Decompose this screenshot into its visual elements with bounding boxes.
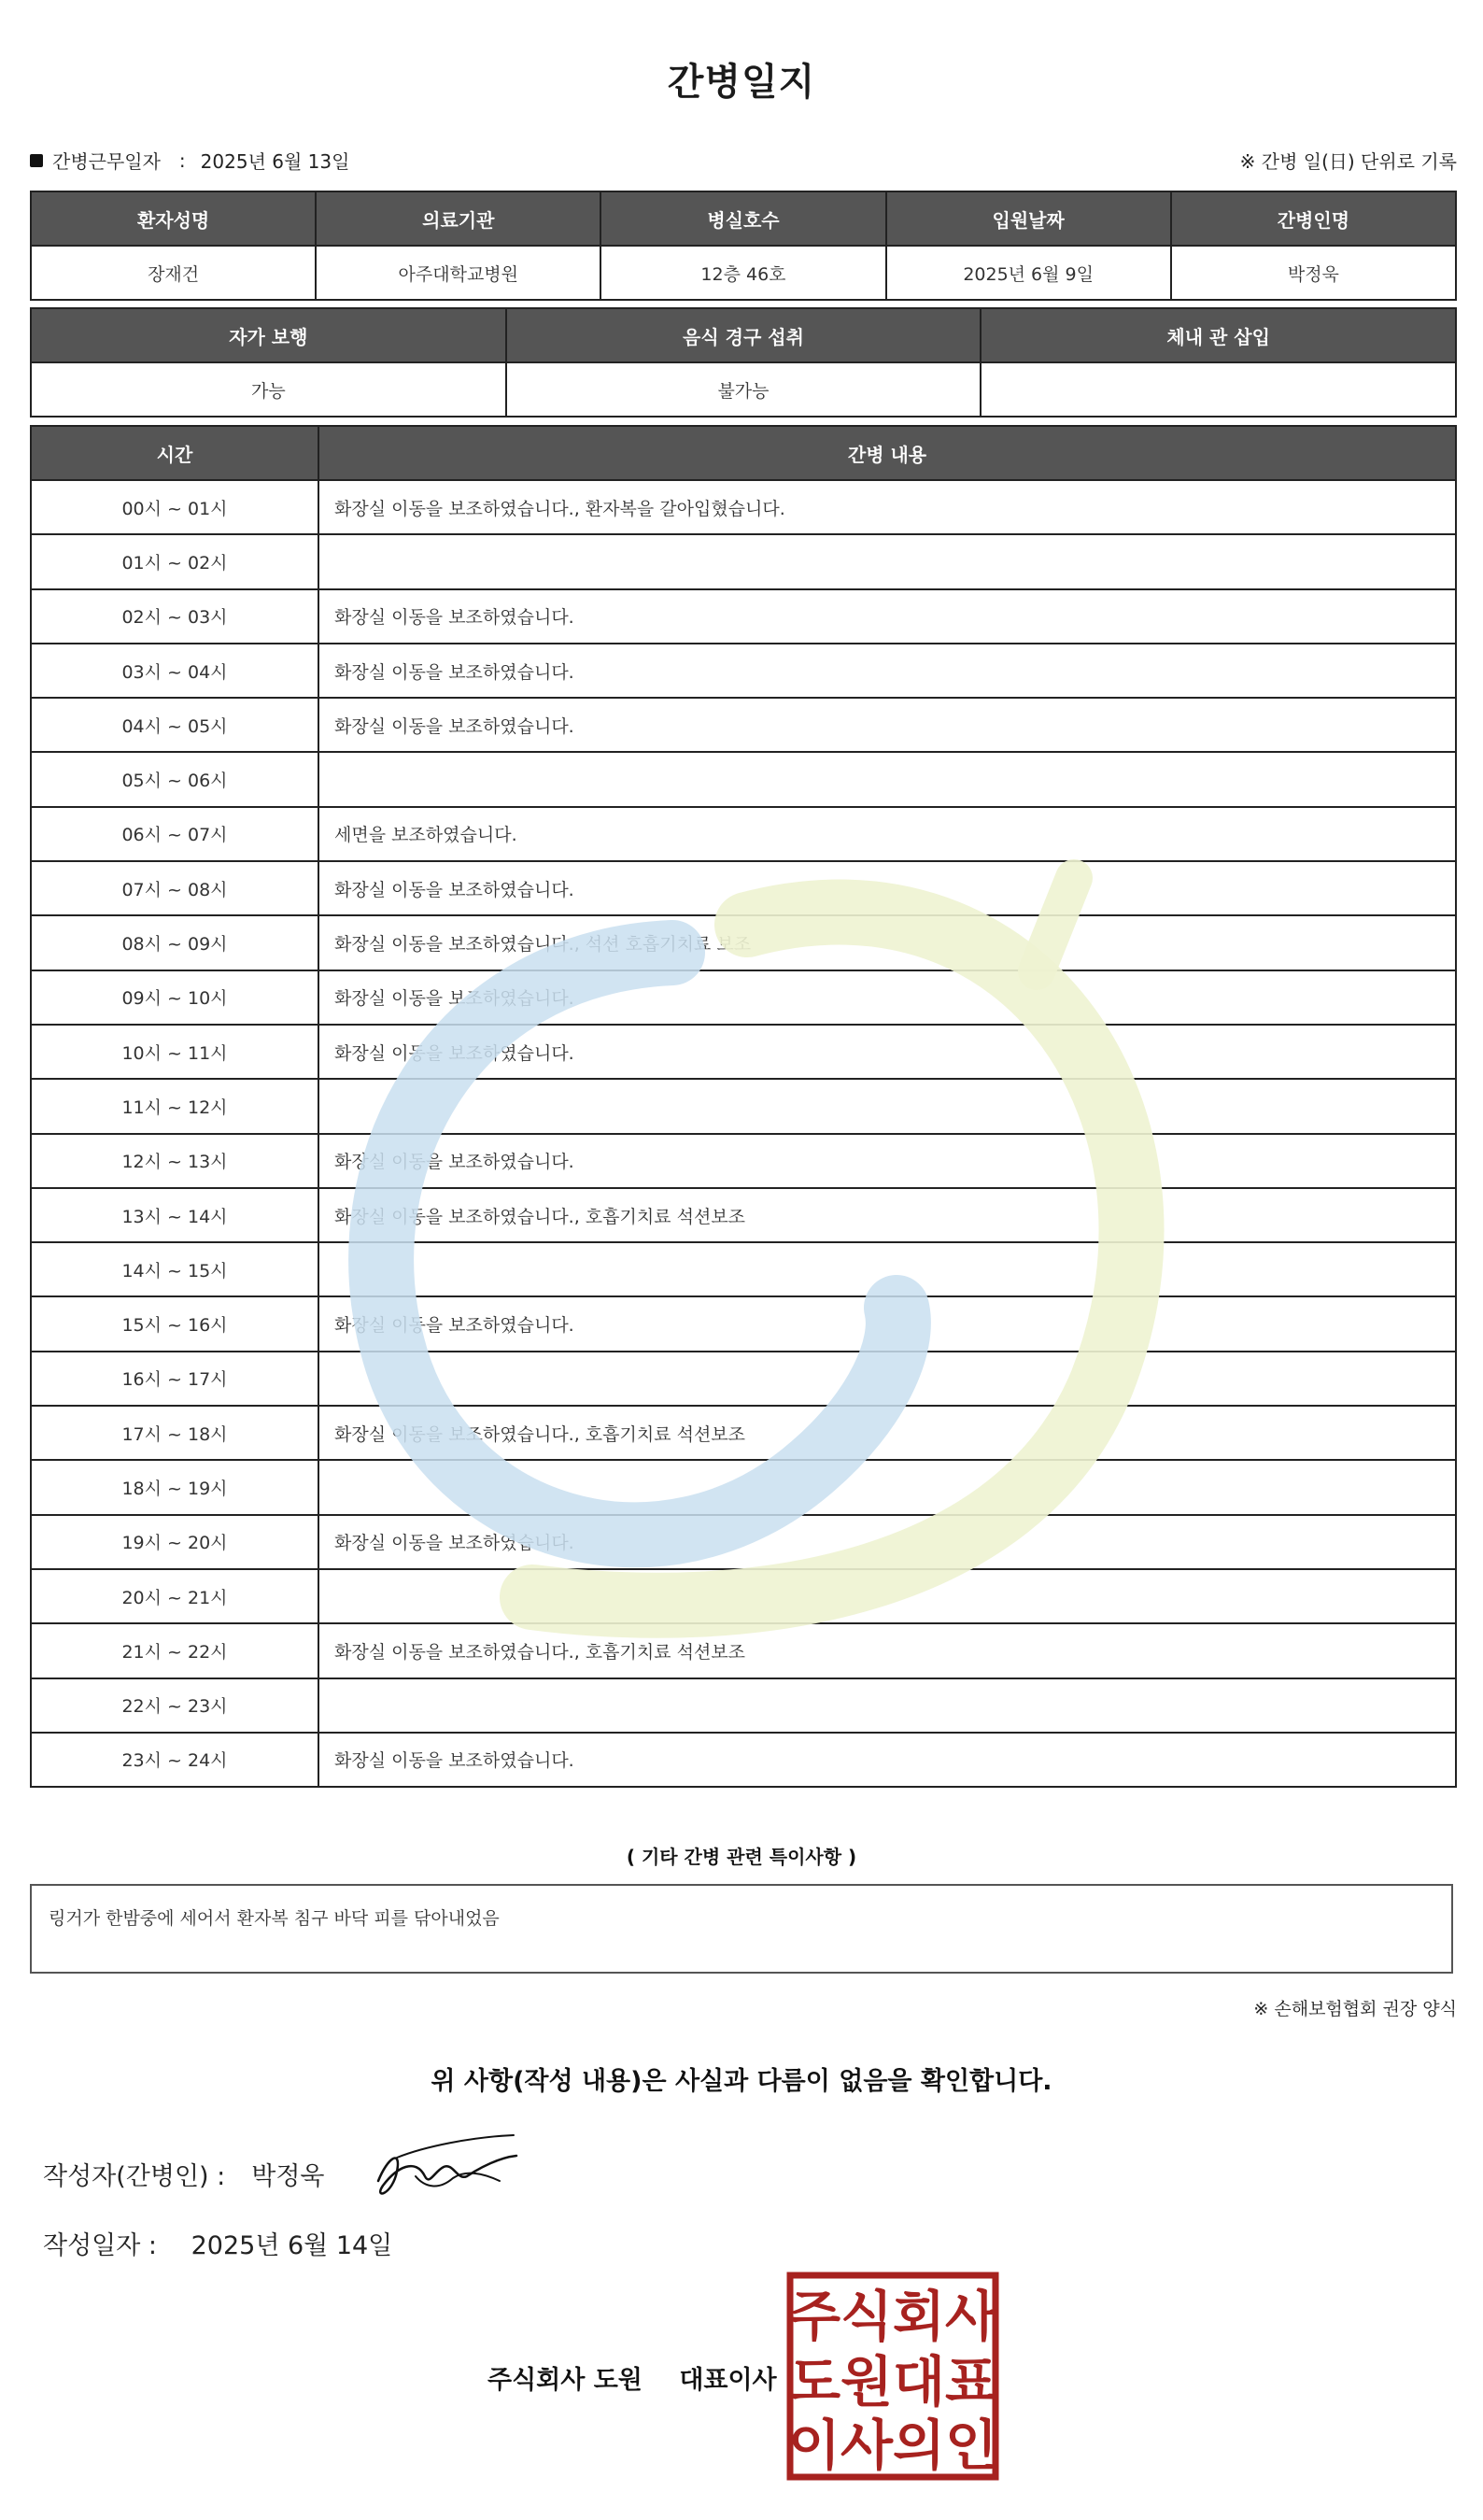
time-cell: 22시 ~ 23시	[31, 1678, 318, 1733]
care-content-cell: 화장실 이동을 보조하였습니다.	[318, 698, 1456, 752]
time-cell: 07시 ~ 08시	[31, 861, 318, 915]
document-title: 간병일지	[667, 61, 816, 104]
caregiver-name-cell: 박정욱	[1171, 246, 1456, 300]
header-caregiver-name: 간병인명	[1171, 191, 1456, 246]
time-cell: 18시 ~ 19시	[31, 1460, 318, 1514]
hospital-cell: 아주대학교병원	[316, 246, 600, 300]
care-content-cell: 화장실 이동을 보조하였습니다., 석션 호흡기치료 보조	[318, 915, 1456, 970]
care-content-cell	[318, 1460, 1456, 1514]
care-content-cell: 화장실 이동을 보조하였습니다.	[318, 970, 1456, 1025]
care-content-cell	[318, 752, 1456, 806]
care-log-table	[30, 425, 1457, 1788]
time-cell: 06시 ~ 07시	[31, 807, 318, 861]
table-row	[31, 1242, 1456, 1296]
table-row	[31, 1733, 1456, 1787]
svg-text:이사의인: 이사의인	[787, 2414, 998, 2477]
svg-text:주식회사: 주식회사	[787, 2285, 998, 2348]
care-content-cell: 화장실 이동을 보조하였습니다., 호흡기치료 석션보조	[318, 1188, 1456, 1242]
table-row	[31, 915, 1456, 970]
table-row	[31, 1678, 1456, 1733]
handwritten-signature-icon	[360, 2130, 518, 2204]
header-patient-name: 환자성명	[31, 191, 316, 246]
svg-text:도원대표: 도원대표	[787, 2350, 998, 2414]
header-time: 시간	[31, 426, 318, 480]
table-row	[31, 1025, 1456, 1079]
oral-intake-cell: 불가능	[506, 362, 982, 417]
time-cell: 14시 ~ 15시	[31, 1242, 318, 1296]
time-cell: 04시 ~ 05시	[31, 698, 318, 752]
company-rep-title: 대표이사	[679, 2366, 777, 2395]
header-tube-insertion: 체내 관 삽입	[981, 308, 1456, 362]
table-row	[31, 1134, 1456, 1188]
time-cell: 15시 ~ 16시	[31, 1296, 318, 1351]
table-row	[31, 970, 1456, 1025]
patient-name-cell: 장재건	[31, 246, 316, 300]
care-content-cell: 화장실 이동을 보조하였습니다.	[318, 1296, 1456, 1351]
writer-name: 박정욱	[251, 2162, 325, 2191]
work-date-colon: :	[178, 149, 186, 172]
time-cell: 17시 ~ 18시	[31, 1406, 318, 1460]
care-content-cell	[318, 1352, 1456, 1406]
meta-row	[30, 147, 1457, 175]
square-bullet-icon	[30, 154, 43, 167]
care-content-cell	[318, 1242, 1456, 1296]
time-cell: 13시 ~ 14시	[31, 1188, 318, 1242]
header-room: 병실호수	[600, 191, 885, 246]
company-name: 주식회사 도원	[487, 2366, 643, 2395]
time-cell: 05시 ~ 06시	[31, 752, 318, 806]
table-row	[31, 534, 1456, 588]
table-row	[31, 861, 1456, 915]
time-cell: 16시 ~ 17시	[31, 1352, 318, 1406]
time-cell: 10시 ~ 11시	[31, 1025, 318, 1079]
table-row	[31, 1079, 1456, 1133]
table-row	[31, 1296, 1456, 1351]
header-oral-intake: 음식 경구 섭취	[506, 308, 982, 362]
table-row	[31, 1352, 1456, 1406]
record-unit-note: ※ 간병 일(日) 단위로 기록	[1239, 150, 1457, 173]
table-header-row	[31, 426, 1456, 480]
header-care-content: 간병 내용	[318, 426, 1456, 480]
time-cell: 02시 ~ 03시	[31, 589, 318, 644]
table-row	[31, 1569, 1456, 1623]
header-hospital: 의료기관	[316, 191, 600, 246]
table-row	[31, 246, 1456, 300]
care-content-cell: 화장실 이동을 보조하였습니다.	[318, 644, 1456, 698]
admission-date-cell: 2025년 6월 9일	[886, 246, 1171, 300]
care-content-cell: 화장실 이동을 보조하였습니다.	[318, 589, 1456, 644]
header-self-walking: 자가 보행	[31, 308, 506, 362]
writer-label: 작성자(간병인) :	[43, 2162, 226, 2191]
table-row	[31, 807, 1456, 861]
table-row	[31, 362, 1456, 417]
time-cell: 03시 ~ 04시	[31, 644, 318, 698]
time-cell: 21시 ~ 22시	[31, 1623, 318, 1678]
care-content-cell: 화장실 이동을 보조하였습니다.	[318, 1134, 1456, 1188]
time-cell: 23시 ~ 24시	[31, 1733, 318, 1787]
time-cell: 00시 ~ 01시	[31, 480, 318, 534]
time-cell: 08시 ~ 09시	[31, 915, 318, 970]
written-date-label: 작성일자 :	[43, 2231, 158, 2260]
care-content-cell: 화장실 이동을 보조하였습니다.	[318, 1515, 1456, 1569]
company-line	[487, 2359, 777, 2396]
table-row	[31, 589, 1456, 644]
time-cell: 11시 ~ 12시	[31, 1079, 318, 1133]
care-content-cell: 화장실 이동을 보조하였습니다., 환자복을 갈아입혔습니다.	[318, 480, 1456, 534]
table-row	[31, 1188, 1456, 1242]
table-header-row	[31, 191, 1456, 246]
care-content-cell: 세면을 보조하였습니다.	[318, 807, 1456, 861]
care-content-cell: 화장실 이동을 보조하였습니다., 호흡기치료 석션보조	[318, 1406, 1456, 1460]
special-notes-title: ( 기타 간병 관련 특이사항 )	[626, 1846, 857, 1868]
table-row	[31, 1515, 1456, 1569]
table-header-row	[31, 308, 1456, 362]
written-date-line	[43, 2225, 392, 2261]
table-row	[31, 644, 1456, 698]
written-date-value: 2025년 6월 14일	[191, 2231, 393, 2260]
time-cell: 12시 ~ 13시	[31, 1134, 318, 1188]
company-seal-stamp-icon	[786, 2272, 999, 2481]
tube-insertion-cell	[981, 362, 1456, 417]
room-cell: 12층 46호	[600, 246, 885, 300]
table-row	[31, 480, 1456, 534]
self-walking-cell: 가능	[31, 362, 506, 417]
table-row	[31, 752, 1456, 806]
care-content-cell: 화장실 이동을 보조하였습니다., 호흡기치료 석션보조	[318, 1623, 1456, 1678]
patient-status-table	[30, 307, 1457, 418]
recommended-form-note: ※ 손해보험협회 권장 양식	[1253, 1999, 1457, 2019]
care-content-cell: 화장실 이동을 보조하였습니다.	[318, 1733, 1456, 1787]
care-content-cell: 화장실 이동을 보조하였습니다.	[318, 861, 1456, 915]
table-row	[31, 698, 1456, 752]
work-date-value: 2025년 6월 13일	[200, 150, 350, 173]
time-cell: 01시 ~ 02시	[31, 534, 318, 588]
confirmation-statement: 위 사항(작성 내용)은 사실과 다름이 없음을 확인합니다.	[431, 2067, 1052, 2096]
writer-line	[43, 2156, 325, 2192]
time-cell: 19시 ~ 20시	[31, 1515, 318, 1569]
patient-info-table	[30, 191, 1457, 301]
care-content-cell	[318, 1079, 1456, 1133]
work-date-group	[30, 147, 349, 174]
table-row	[31, 1406, 1456, 1460]
special-notes-box: 링거가 한밤중에 세어서 환자복 침구 바닥 피를 닦아내었음	[30, 1884, 1453, 1974]
time-cell: 20시 ~ 21시	[31, 1569, 318, 1623]
care-content-cell	[318, 534, 1456, 588]
care-log-body	[31, 480, 1456, 1787]
work-date-label: 간병근무일자	[52, 150, 161, 173]
header-admission-date: 입원날짜	[886, 191, 1171, 246]
care-content-cell	[318, 1678, 1456, 1733]
care-content-cell	[318, 1569, 1456, 1623]
table-row	[31, 1460, 1456, 1514]
time-cell: 09시 ~ 10시	[31, 970, 318, 1025]
care-content-cell: 화장실 이동을 보조하였습니다.	[318, 1025, 1456, 1079]
table-row	[31, 1623, 1456, 1678]
